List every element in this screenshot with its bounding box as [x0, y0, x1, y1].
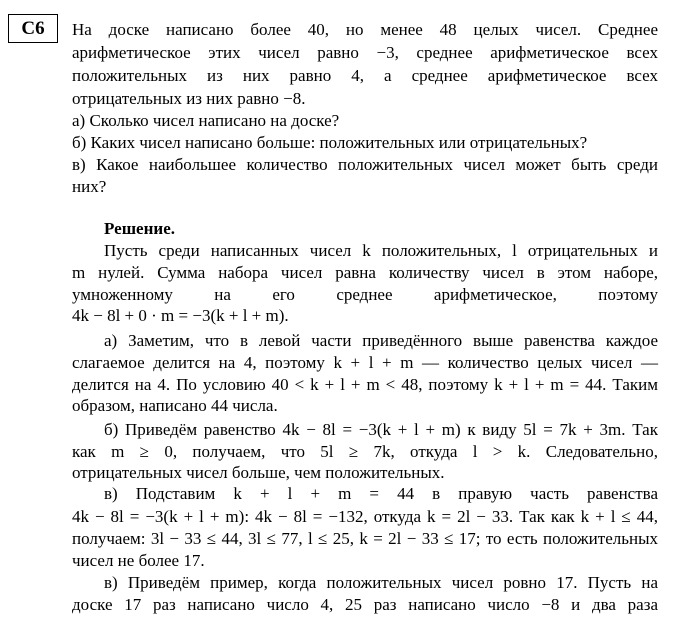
task-question-c-cont: них? — [72, 177, 107, 196]
part-c-line-4: чисел не более 17. — [72, 551, 205, 570]
part-a-line-1: а) Заметим, что в левой части приведённого выше равенства каждое — [104, 331, 658, 350]
task-question-c: в) Какое наибольшее количество положительных чисел может быть среди — [72, 155, 658, 174]
problem-label: С6 — [8, 14, 58, 43]
part-a-line-2: слагаемое делится на 4, поэтому k + l + m — количество целых чисел — — [72, 353, 658, 372]
part-a-line-3: делится на 4. По условию 40 < k + l + m < 48, поэтому k + l + m = 44. Таким — [72, 375, 658, 394]
example-line-2: доске 17 раз написано число 4, 25 раз написано число −8 и два раза — [72, 595, 658, 614]
part-c-line-1: в) Подставим k + l + m = 44 в правую часть равенства — [104, 484, 658, 503]
solution-line-2: m нулей. Сумма набора чисел равна количеству чисел в этом наборе, — [72, 263, 658, 282]
part-b-line-2: как m ≥ 0, получаем, что 5l ≥ 7k, откуда l > k. Следовательно, — [72, 442, 658, 461]
part-b-line-3: отрицательных чисел больше, чем положительных. — [72, 463, 445, 482]
task-question-b: б) Каких чисел написано больше: положительных или отрицательных? — [72, 133, 588, 152]
solution-equation: 4k − 8l + 0 · m = −3(k + l + m). — [72, 306, 289, 325]
solution-line-3: умноженному на его среднее арифметическое, поэтому — [72, 285, 658, 304]
solution-heading: Решение. — [104, 219, 175, 238]
part-b-line-1: б) Приведём равенство 4k − 8l = −3(k + l + m) к виду 5l = 7k + 3m. Так — [104, 420, 658, 439]
task-line-3: положительных из них равно 4, а среднее арифметическое всех — [72, 66, 658, 85]
part-c-line-2: 4k − 8l = −3(k + l + m): 4k − 8l = −132, откуда k = 2l − 33. Так как k + l ≤ 44, — [72, 507, 658, 526]
part-a-line-4: образом, написано 44 числа. — [72, 396, 278, 415]
task-line-4: отрицательных из них равно −8. — [72, 89, 306, 108]
task-question-a: а) Сколько чисел написано на доске? — [72, 111, 340, 130]
task-line-1: На доске написано более 40, но менее 48 целых чисел. Среднее — [72, 20, 658, 39]
example-line-1: в) Приведём пример, когда положительных чисел ровно 17. Пусть на — [104, 573, 658, 592]
part-c-line-3: получаем: 3l − 33 ≤ 44, 3l ≤ 77, l ≤ 25, k = 2l − 33 ≤ 17; то есть положительных — [72, 529, 658, 548]
task-line-2: арифметическое этих чисел равно −3, среднее арифметическое всех — [72, 43, 658, 62]
solution-line-1: Пусть среди написанных чисел k положительных, l отрицательных и — [104, 241, 658, 260]
